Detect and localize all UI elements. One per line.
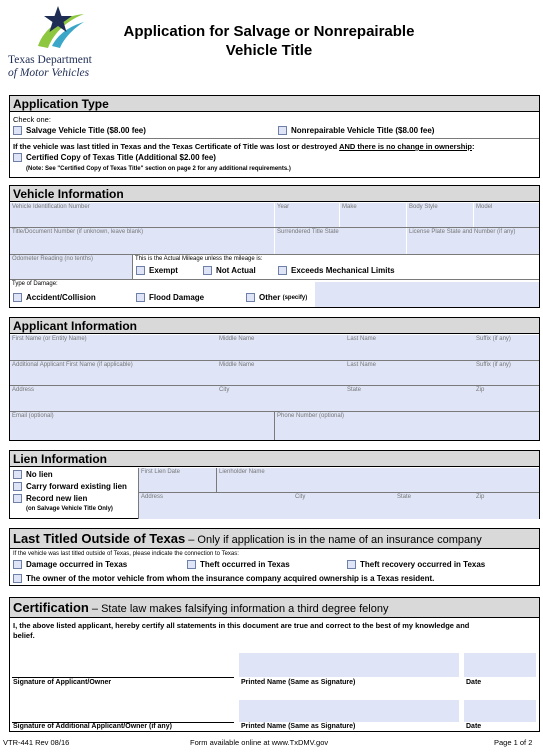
section-heading: Vehicle Information xyxy=(10,186,539,202)
lien-address-label: Address xyxy=(141,494,164,500)
surrendered-state-label: Surrendered Title State xyxy=(277,229,339,235)
sig-additional-label: Signature of Additional Applicant/Owner (if any) xyxy=(13,723,172,730)
nonrepairable-checkbox[interactable] xyxy=(278,126,287,135)
mileage-exempt-option[interactable]: Exempt xyxy=(136,266,178,275)
printed-name-label: Printed Name (Same as Signature) xyxy=(241,679,356,686)
printed-name-field[interactable] xyxy=(239,653,459,677)
additional-middle-name-label: Middle Name xyxy=(219,362,255,368)
other-damage-specify-field[interactable] xyxy=(315,282,539,307)
form-header xyxy=(0,0,543,86)
lienholder-name-field[interactable] xyxy=(217,468,539,492)
applicant-address-row[interactable] xyxy=(10,386,539,411)
section-certification xyxy=(9,597,540,732)
section-last-titled-outside-texas xyxy=(9,528,540,586)
theft-recovery-checkbox[interactable] xyxy=(347,560,356,569)
date-additional-label: Date xyxy=(466,723,482,730)
carry-forward-option[interactable]: Carry forward existing lien xyxy=(13,482,127,491)
year-label: Year xyxy=(277,204,290,210)
section-vehicle-information xyxy=(9,185,540,308)
signature-line[interactable] xyxy=(12,677,234,678)
record-new-note: (on Salvage Vehicle Title Only) xyxy=(26,506,113,512)
middle-name-label: Middle Name xyxy=(219,336,255,342)
suffix-label: Suffix (if any) xyxy=(476,336,511,342)
page-number: Page 1 of 2 xyxy=(494,738,533,747)
phone-label: Phone Number (optional) xyxy=(277,413,345,419)
damage-in-texas-checkbox[interactable] xyxy=(13,560,22,569)
model-label: Model xyxy=(476,204,493,210)
divider xyxy=(10,138,539,139)
form-title: Application for Salvage or Nonrepairable Vehicle Title xyxy=(123,23,415,59)
no-lien-option[interactable]: No lien xyxy=(13,470,53,479)
divider xyxy=(132,255,133,279)
form-number: VTR-441 Rev 08/16 xyxy=(3,738,70,747)
star-logo-icon xyxy=(30,6,86,52)
sig-applicant-label: Signature of Applicant/Owner xyxy=(13,679,112,686)
accident-checkbox[interactable] xyxy=(13,293,22,302)
salvage-checkbox[interactable] xyxy=(13,126,22,135)
section-heading: Lien Information xyxy=(10,451,539,467)
state-label: State xyxy=(347,387,362,393)
no-lien-checkbox[interactable] xyxy=(13,470,22,479)
body-style-label: Body Style xyxy=(409,204,438,210)
owner-texas-resident-option[interactable]: The owner of the motor vehicle from whom the insurance company acquired ownership is a Texas resident. xyxy=(13,574,434,583)
license-plate-label: License Plate State and Number (if any) xyxy=(409,229,516,235)
mileage-not-actual-option[interactable]: Not Actual xyxy=(203,266,256,275)
damage-type-label: Type of Damage: xyxy=(12,281,58,287)
section-application-type xyxy=(9,95,540,178)
damage-other-option[interactable]: Other (specify) xyxy=(246,293,307,302)
certified-copy-note: (Note: See "Certified Copy of Texas Title" section on page 2 for any additional requirements.) xyxy=(26,166,291,172)
lien-city-label: City xyxy=(295,494,306,500)
theft-in-texas-checkbox[interactable] xyxy=(187,560,196,569)
form-availability: Form available online at www.TxDMV.gov xyxy=(190,738,329,747)
address-label: Address xyxy=(12,387,35,393)
first-name-label: First Name (or Entity Name) xyxy=(12,336,87,342)
printed-name-additional-field[interactable] xyxy=(239,700,459,722)
additional-suffix-label: Suffix (if any) xyxy=(476,362,511,368)
title-number-label: Title/Document Number (if unknown, leave blank) xyxy=(12,229,144,235)
mileage-note: This is the Actual Mileage unless the mileage is: xyxy=(135,256,263,262)
odometer-label: Odometer Reading (no tenths) xyxy=(12,256,94,262)
nonrepairable-title-option[interactable]: Nonrepairable Vehicle Title ($8.00 fee) xyxy=(278,126,434,135)
section-heading: Applicant Information xyxy=(10,318,539,334)
vin-label: Vehicle Identification Number xyxy=(12,204,90,210)
record-new-checkbox[interactable] xyxy=(13,494,22,503)
not-actual-checkbox[interactable] xyxy=(203,266,212,275)
damage-accident-option[interactable]: Accident/Collision xyxy=(13,293,96,302)
section-applicant-information xyxy=(9,317,540,441)
additional-last-name-label: Last Name xyxy=(347,362,377,368)
exceeds-checkbox[interactable] xyxy=(278,266,287,275)
outside-texas-instruction: If the vehicle was last titled outside of Texas, please indicate the connection to Texas: xyxy=(13,551,239,557)
make-label: Make xyxy=(342,204,357,210)
theft-recovery-option[interactable]: Theft recovery occurred in Texas xyxy=(347,560,485,569)
exempt-checkbox[interactable] xyxy=(136,266,145,275)
owner-resident-checkbox[interactable] xyxy=(13,574,22,583)
certified-copy-option[interactable]: Certified Copy of Texas Title (Additional $2.00 fee) xyxy=(13,153,216,162)
record-new-lien-option[interactable]: Record new lien xyxy=(13,494,87,503)
mileage-exceeds-option[interactable]: Exceeds Mechanical Limits xyxy=(278,266,395,275)
date-additional-field[interactable] xyxy=(464,700,536,722)
carry-forward-checkbox[interactable] xyxy=(13,482,22,491)
divider xyxy=(10,279,539,280)
date-field[interactable] xyxy=(464,653,536,677)
damage-flood-option[interactable]: Flood Damage xyxy=(136,293,204,302)
printed-name-additional-label: Printed Name (Same as Signature) xyxy=(241,723,356,730)
lienholder-name-label: Lienholder Name xyxy=(219,469,265,475)
check-one-label: Check one: xyxy=(13,115,51,124)
theft-in-texas-option[interactable]: Theft occurred in Texas xyxy=(187,560,290,569)
first-lien-date-label: First Lien Date xyxy=(141,469,181,475)
agency-name-line2: of Motor Vehicles xyxy=(8,67,90,79)
txdmv-logo xyxy=(8,6,118,80)
other-checkbox[interactable] xyxy=(246,293,255,302)
date-label: Date xyxy=(466,679,482,686)
section-heading: Certification – State law makes falsifying information a third degree felony xyxy=(10,598,539,618)
applicant-name-row[interactable] xyxy=(10,335,539,360)
email-label: Email (optional) xyxy=(12,413,54,419)
additional-first-name-label: Additional Applicant First Name (if applicable) xyxy=(12,362,133,368)
salvage-title-option[interactable]: Salvage Vehicle Title ($8.00 fee) xyxy=(13,126,146,135)
zip-label: Zip xyxy=(476,387,485,393)
certified-copy-checkbox[interactable] xyxy=(13,153,22,162)
section-heading: Last Titled Outside of Texas – Only if application is in the name of an insurance company xyxy=(10,529,539,549)
last-name-label: Last Name xyxy=(347,336,377,342)
lien-zip-label: Zip xyxy=(476,494,485,500)
section-lien-information xyxy=(9,450,540,519)
flood-checkbox[interactable] xyxy=(136,293,145,302)
city-label: City xyxy=(219,387,230,393)
damage-in-texas-option[interactable]: Damage occurred in Texas xyxy=(13,560,127,569)
lien-state-label: State xyxy=(397,494,412,500)
lost-title-condition: If the vehicle was last titled in Texas and the Texas Certificate of Title was lost or destroyed AND there is no change in ownership: xyxy=(13,142,475,151)
section-heading: Application Type xyxy=(10,96,539,112)
certification-statement-line2: belief. xyxy=(13,631,35,640)
certification-statement-line1: I, the above listed applicant, hereby certify all statements in this document are true and correct to the best of my knowledge and xyxy=(13,621,470,630)
agency-name-line1: Texas Department xyxy=(8,54,92,66)
